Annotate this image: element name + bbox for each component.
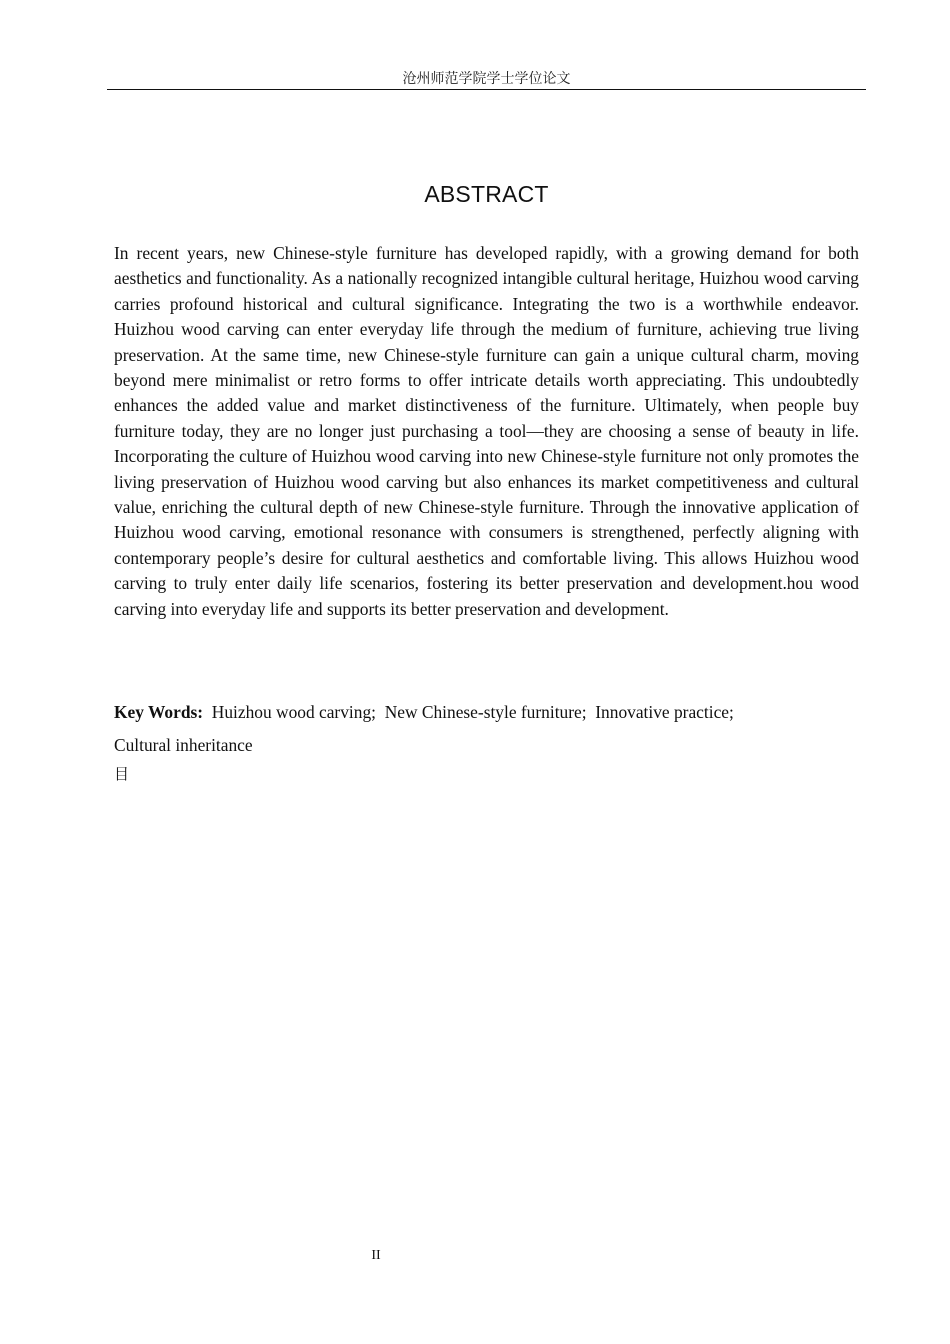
keyword-item: New Chinese-style furniture; xyxy=(384,702,587,722)
keyword-item: Huizhou wood carving; xyxy=(211,702,376,722)
toc-stub-text: 目 xyxy=(114,765,130,783)
keywords-label: Key Words: xyxy=(114,702,204,722)
keyword-item: Cultural inheritance xyxy=(114,735,253,755)
abstract-body: In recent years, new Chinese-style furniture has developed rapidly, with a growing demand for both aesthetics and functionality. As a nationally recognized intangible cultural heritage, Huizhou wood carving carries profound historical and cultural significance. Integrating the two is a worthwhile endeavor. Huizhou wood carving can enter everyday life through the medium of furniture, achieving true living preservation. At the same time, new Chinese-style furniture can gain a unique cultural charm, moving beyond mere minimalist or retro forms to offer intricate details worth appreciating. This undoubtedly enhances the added value and market distinctiveness of the furniture. Ultimately, when people buy furniture today, they are no longer just purchasing a tool—they are choosing a sense of beauty in life. Incorporating the culture of Huizhou wood carving into new Chinese-style furniture not only promotes the living preservation of Huizhou wood carving but also enhances its market competitiveness and cultural value, enriching the cultural depth of new Chinese-style furniture. Through the innovative application of Huizhou wood carving, emotional resonance with consumers is strengthened, perfectly aligning with contemporary people’s desire for cultural aesthetics and comfortable living. This allows Huizhou wood carving to truly enter daily life scenarios, fostering its better preservation and development.hou wood carving into everyday life and supports its better preservation and development. xyxy=(114,243,859,619)
page-number: II xyxy=(371,1248,381,1263)
running-header: 沧州师范学院学士学位论文 xyxy=(107,70,866,90)
keyword-item: Innovative practice; xyxy=(595,702,734,722)
keywords-line xyxy=(114,700,859,725)
abstract-title: ABSTRACT xyxy=(424,181,549,207)
